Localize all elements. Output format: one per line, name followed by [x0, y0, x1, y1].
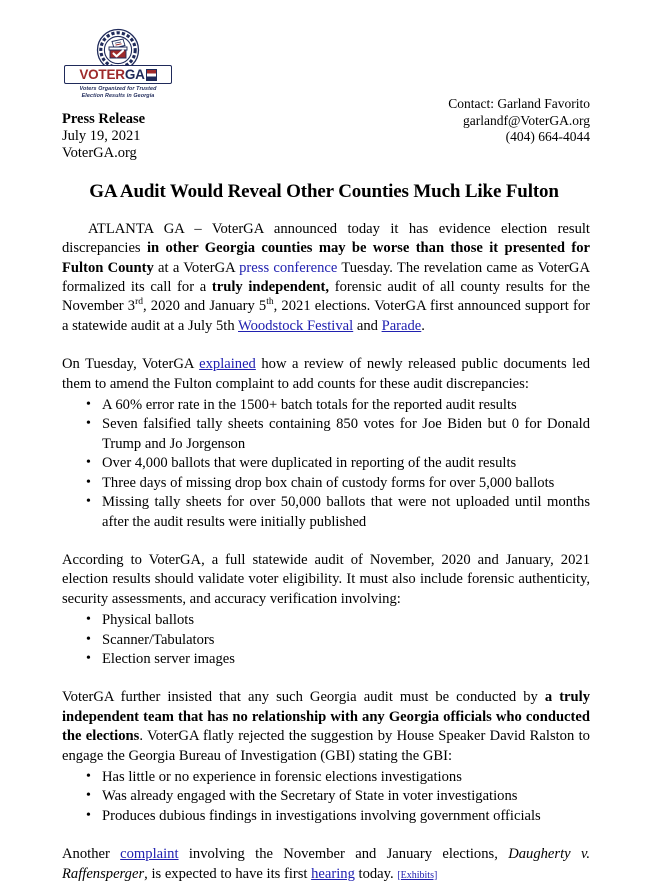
list-item-text: • Three days of missing drop box chain of custody forms for over 5,000 ballots — [102, 474, 555, 491]
p1-text-2: at a VoterGA — [153, 259, 240, 276]
organization-website: VoterGA.org — [62, 145, 137, 162]
list-item-text: • Has little or no experience in forensic elections investigations — [102, 768, 462, 785]
logo-tagline-line1: Voters Organized for Trusted — [79, 86, 157, 92]
audit-scope-list — [62, 611, 590, 669]
p2-text-1: On Tuesday, VoterGA — [62, 356, 200, 373]
list-item-text: • Physical ballots — [102, 612, 195, 629]
list-item-text: • Scanner/Tabulators — [102, 631, 215, 648]
link-exhibits[interactable]: [Exhibits] — [397, 869, 438, 881]
paragraph-another-complaint — [62, 845, 590, 885]
link-press-conference[interactable]: press conference — [239, 259, 338, 276]
p1-bold-1: in other Georgia counties may be worse than those it presented for Fulton County — [62, 240, 590, 276]
list-item — [102, 474, 590, 493]
link-hearing[interactable]: hearing — [311, 865, 355, 882]
list-item — [102, 396, 590, 415]
gbi-objections-list — [62, 768, 590, 826]
p5-text-2: involving the November and January elections, — [178, 846, 509, 863]
list-item — [102, 415, 590, 454]
p1-superscript-th: th — [266, 297, 274, 308]
list-item-text: • A 60% error rate in the 1500+ batch totals for the reported audit results — [102, 397, 517, 414]
p1-superscript-rd: rd — [135, 297, 143, 308]
release-date: July 19, 2021 — [62, 127, 141, 144]
p5-text-1: Another — [62, 846, 121, 863]
paragraph-independent-team — [62, 688, 590, 766]
page-title: GA Audit Would Reveal Other Counties Much Like Fulton — [89, 180, 559, 202]
press-release-label: Press Release — [62, 110, 146, 127]
link-woodstock-festival[interactable]: Woodstock Festival — [238, 317, 354, 334]
contact-block — [448, 96, 590, 146]
p1-bold-2: truly independent, — [211, 279, 330, 296]
link-complaint[interactable]: complaint — [120, 846, 179, 863]
list-item — [102, 454, 590, 473]
paragraph-tuesday — [62, 355, 590, 394]
list-item — [102, 787, 590, 806]
document-header — [0, 0, 648, 163]
contact-email: garlandf@VoterGA.org — [462, 112, 590, 128]
case-name: Daugherty v. Raffensperger — [62, 846, 590, 882]
list-item-text: • Was already engaged with the Secretary of State in voter investigations — [102, 788, 518, 805]
p5-text-3: , is expected to have its first — [144, 865, 312, 882]
p4-text-2: . VoterGA flatly rejected the suggestion by House Speaker David Ralston to engage the Georgia Bureau of Investigation (GBI) stating the GBI: — [62, 728, 590, 764]
p1-text-4: forensic audit of all county results for the November 3 — [62, 279, 590, 315]
list-item — [102, 493, 590, 532]
contact-phone: (404) 664-4044 — [505, 129, 590, 144]
list-item-text: • Missing tally sheets for over 50,000 ballots that were not uploaded until months after the audit results were initially published — [102, 494, 590, 530]
list-item-text: • Over 4,000 ballots that were duplicated in reporting of the audit results — [102, 455, 517, 472]
p1-text-7: and — [353, 317, 382, 334]
p1-text-8: . — [421, 317, 425, 334]
votega-logo — [64, 28, 172, 101]
logo-wordmark-ga: GA — [124, 67, 145, 82]
contact-name: Contact: Garland Favorito — [448, 96, 590, 111]
list-item — [102, 631, 590, 650]
document-body — [0, 220, 648, 885]
list-item — [102, 611, 590, 630]
p1-text-3: Tuesday. The revelation came as VoterGA formalized its call for a — [62, 259, 590, 296]
paragraph-intro — [62, 220, 590, 336]
link-explained[interactable]: explained — [199, 356, 256, 373]
list-item-text: • Produces dubious findings in investigations involving government officials — [102, 807, 541, 824]
list-item — [102, 807, 590, 826]
p1-text-5: , 2020 and January 5 — [142, 298, 267, 315]
p4-text-1: VoterGA further insisted that any such Georgia audit must be conducted by — [62, 689, 545, 706]
p1-text-6: , 2021 elections. VoterGA first announced support for a statewide audit at a July 5th — [62, 298, 590, 334]
brand-block — [62, 28, 262, 163]
logo-wordmark — [64, 65, 172, 84]
p4-bold-1: a truly independent team that has no relationship with any Georgia officials who conducted the elections — [62, 689, 590, 745]
list-item-text: • Seven falsified tally sheets containing 850 votes for Joe Biden but 0 for Donald Trump and Jo Jorgenson — [102, 416, 590, 452]
logo-tagline-line2: Election Results in Georgia — [81, 93, 155, 100]
discrepancies-list — [62, 396, 590, 532]
list-item — [102, 650, 590, 669]
georgia-flag-icon — [146, 69, 157, 81]
p1-text-1: ATLANTA GA – VoterGA announced today it has evidence election result discrepancies — [62, 220, 590, 257]
logo-wordmark-voter: VOTER — [79, 67, 125, 82]
list-item — [102, 768, 590, 787]
logo-tagline — [64, 86, 172, 101]
p2-text-2: how a review of newly released public documents led them to amend the Fulton complaint to add counts for these audit discrepancies: — [62, 356, 591, 392]
link-parade[interactable]: Parade — [381, 317, 422, 334]
p5-text-4: today. — [354, 865, 398, 882]
paragraph-statewide-audit: According to VoterGA, a full statewide audit of November, 2020 and January, 2021 election results should validate voter eligibility. It must also include forensic authenticity, security assessments, and accuracy verification involving: — [62, 551, 590, 607]
list-item-text: • Election server images — [102, 650, 235, 667]
